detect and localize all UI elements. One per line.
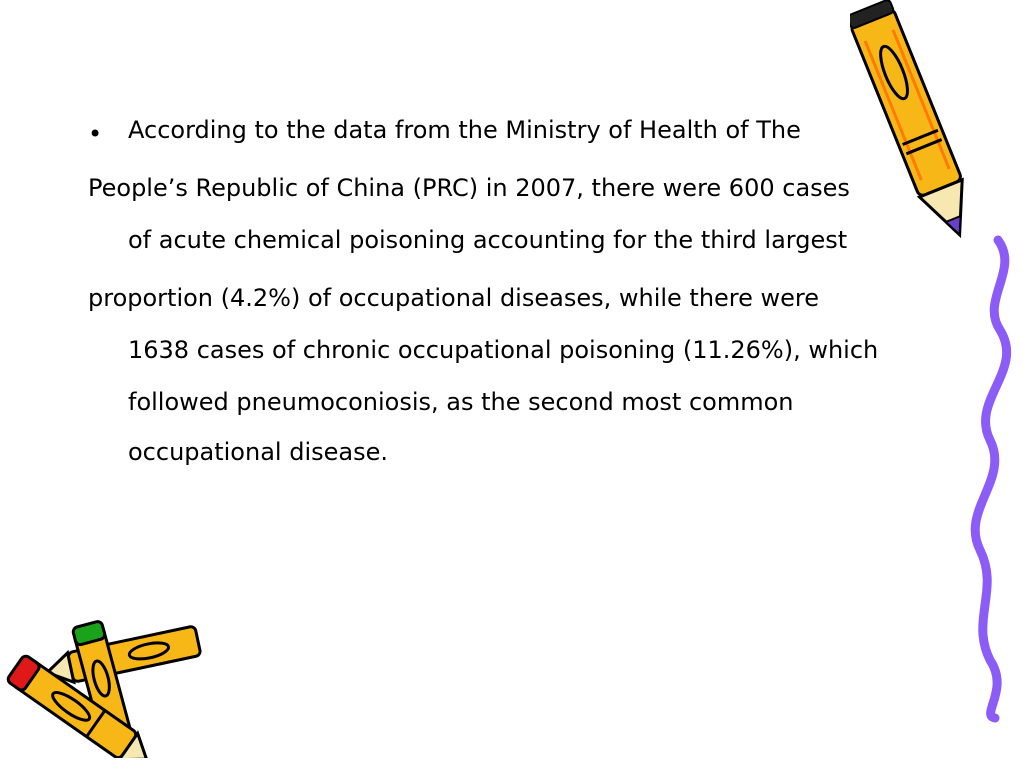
squiggle-line	[975, 240, 1006, 718]
text-line-6: followed pneumoconiosis, as the second most common	[128, 388, 794, 416]
text-line-1: According to the data from the Ministry of Health of The	[128, 116, 801, 144]
text-line-7: occupational disease.	[128, 438, 388, 466]
pencils-icon	[0, 618, 210, 758]
text-line-3: of acute chemical poisoning accounting for the third largest	[128, 226, 848, 254]
text-line-5: 1638 cases of chronic occupational poisoning (11.26%), which	[128, 336, 879, 364]
text-line-2: People’s Republic of China (PRC) in 2007, there were 600 cases	[88, 174, 850, 202]
text-line-4: proportion (4.2%) of occupational diseases, while there were	[88, 284, 820, 312]
bullet-marker: •	[88, 120, 103, 148]
pencil-icon	[850, 0, 1024, 768]
